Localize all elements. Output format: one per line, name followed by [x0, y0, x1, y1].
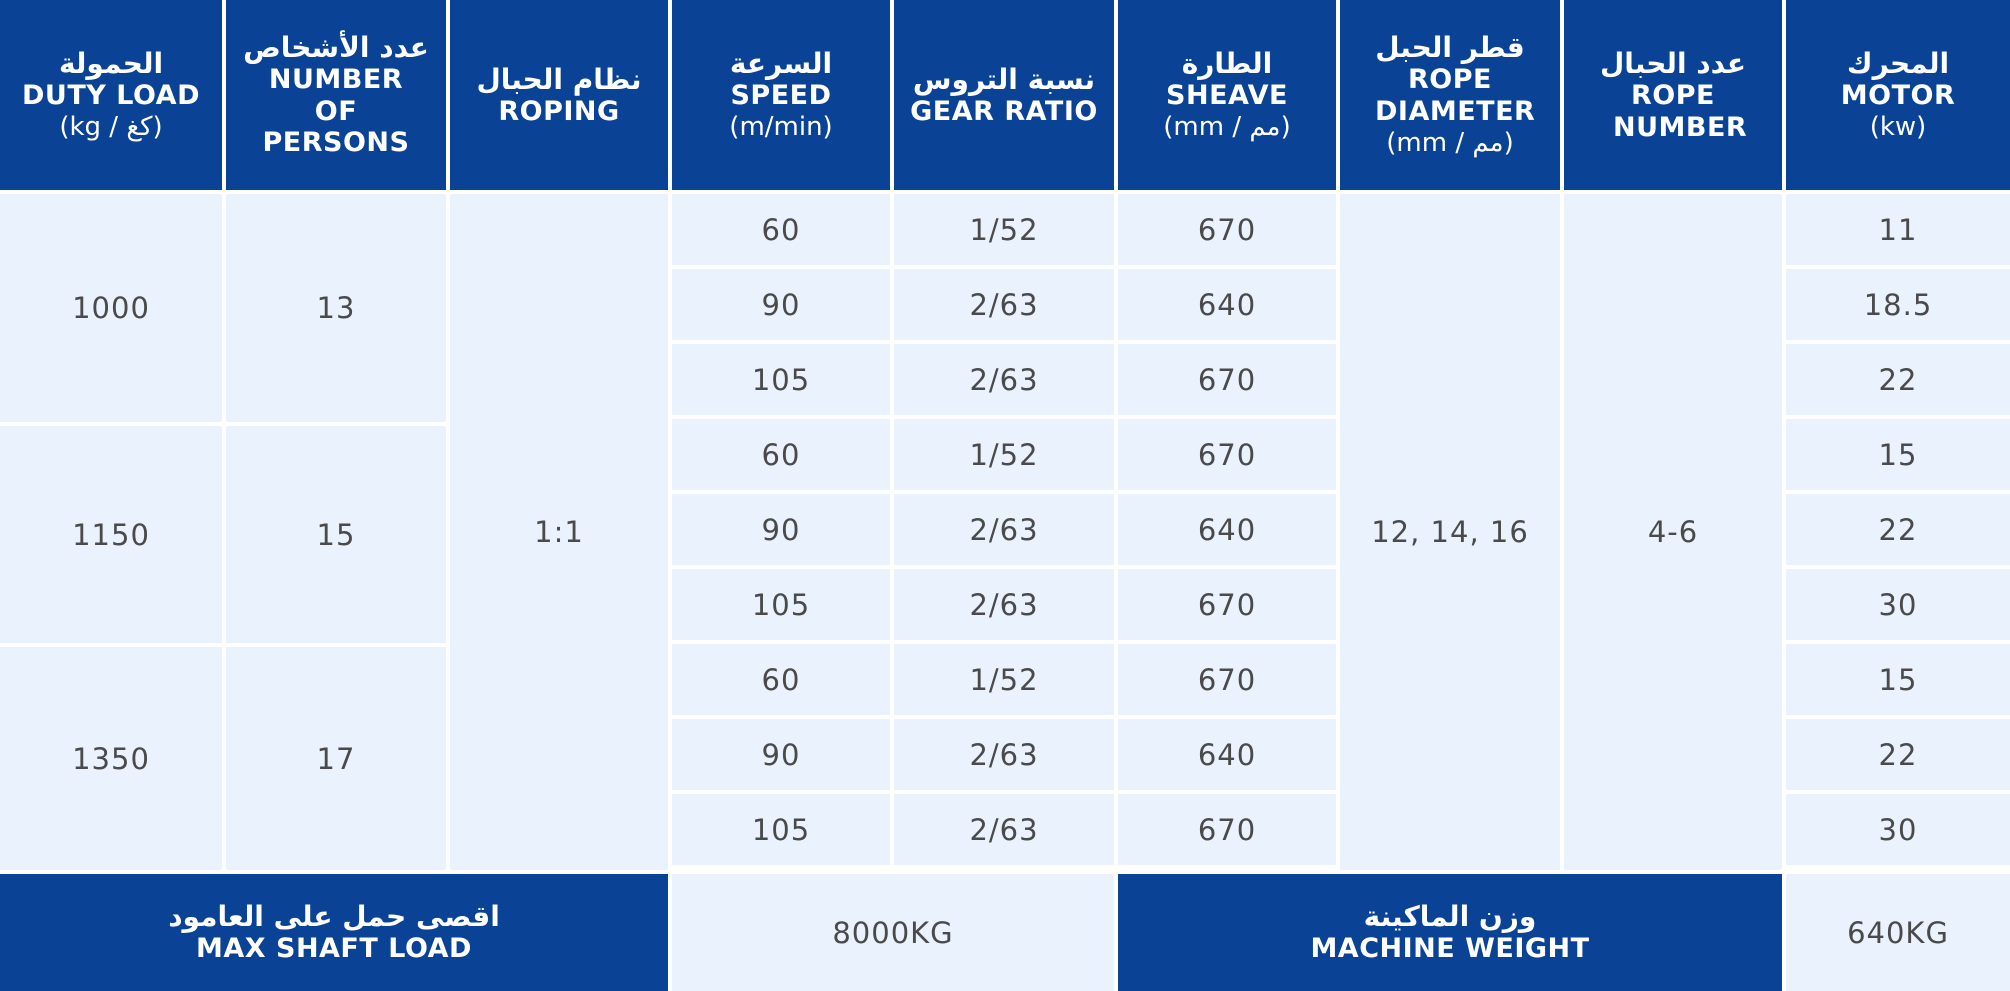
speed-cell: 60 [672, 194, 890, 265]
sheave-cell: 640 [1118, 494, 1336, 565]
motor-cell: 30 [1786, 569, 2010, 640]
header-unit: (mm / مم) [1163, 112, 1291, 143]
header-speed [672, 0, 890, 190]
header-ar: المحرك [1846, 47, 1950, 81]
speed-cell: 60 [672, 644, 890, 715]
machine-weight-label [1118, 874, 1782, 991]
header-ar: الطارة [1181, 47, 1273, 81]
gear-ratio-cell: 2/63 [894, 269, 1114, 340]
sheave-cell: 670 [1118, 194, 1336, 265]
header-en: GEAR RATIO [910, 95, 1098, 127]
duty-load-cell: 1000 [0, 194, 222, 422]
sheave-cell: 670 [1118, 344, 1336, 415]
motor-cell: 18.5 [1786, 269, 2010, 340]
duty-load-cell: 1350 [0, 647, 222, 870]
header-ar: نسبة التروس [912, 62, 1096, 96]
header-ar: نظام الحبال [476, 62, 642, 96]
motor-cell: 30 [1786, 794, 2010, 865]
persons-cell: 17 [226, 647, 446, 870]
duty-load-cell: 1150 [0, 426, 222, 643]
speed-cell: 60 [672, 419, 890, 490]
speed-cell: 90 [672, 494, 890, 565]
persons-cell: 13 [226, 194, 446, 422]
rope-number-cell: 4-6 [1564, 194, 1782, 870]
header-ar: الحمولة [58, 47, 164, 81]
motor-cell: 22 [1786, 719, 2010, 790]
max-shaft-load-label [0, 874, 668, 991]
sheave-cell: 670 [1118, 644, 1336, 715]
header-roping [450, 0, 668, 190]
machine-weight-value: 640KG [1786, 874, 2010, 991]
header-ar: عدد الأشخاص [243, 30, 429, 64]
header-en: ROPING [498, 95, 620, 127]
header-rope-diameter [1340, 0, 1560, 190]
motor-cell: 22 [1786, 494, 2010, 565]
sheave-cell: 670 [1118, 794, 1336, 865]
gear-ratio-cell: 1/52 [894, 194, 1114, 265]
header-unit: (kw) [1869, 112, 1927, 143]
header-ar: السرعة [729, 47, 833, 81]
header-ar: قطر الحبل [1375, 31, 1525, 65]
header-en: ROPE DIAMETER [1375, 64, 1536, 128]
header-sheave [1118, 0, 1336, 190]
speed-cell: 105 [672, 344, 890, 415]
gear-ratio-cell: 2/63 [894, 344, 1114, 415]
gear-ratio-cell: 2/63 [894, 719, 1114, 790]
machine-weight-ar: وزن الماكينة [1363, 900, 1537, 934]
header-unit: (mm / مم) [1386, 128, 1514, 159]
speed-cell: 105 [672, 569, 890, 640]
motor-cell: 15 [1786, 644, 2010, 715]
max-shaft-load-en: MAX SHAFT LOAD [196, 933, 472, 965]
header-en: MOTOR [1840, 80, 1956, 112]
header-en: ROPE NUMBER [1613, 79, 1748, 143]
motor-cell: 11 [1786, 194, 2010, 265]
machine-weight-en: MACHINE WEIGHT [1310, 933, 1590, 965]
header-en: DUTY LOAD [22, 80, 200, 112]
speed-cell: 90 [672, 719, 890, 790]
gear-ratio-cell: 1/52 [894, 419, 1114, 490]
speed-cell: 105 [672, 794, 890, 865]
motor-cell: 15 [1786, 419, 2010, 490]
sheave-cell: 640 [1118, 269, 1336, 340]
header-gear-ratio [894, 0, 1114, 190]
header-motor [1786, 0, 2010, 190]
gear-ratio-cell: 2/63 [894, 569, 1114, 640]
header-number-of-persons [226, 0, 446, 190]
sheave-cell: 640 [1118, 719, 1336, 790]
speed-cell: 90 [672, 269, 890, 340]
header-en: SHEAVE [1166, 80, 1288, 112]
rope-diameter-cell: 12, 14, 16 [1340, 194, 1560, 870]
header-duty-load [0, 0, 222, 190]
gear-ratio-cell: 2/63 [894, 494, 1114, 565]
sheave-cell: 670 [1118, 419, 1336, 490]
header-rope-number [1564, 0, 1782, 190]
header-ar: عدد الحبال [1600, 46, 1746, 80]
header-unit: (kg / كغ) [59, 112, 163, 143]
header-en: NUMBER OF PERSONS [262, 63, 410, 159]
sheave-cell: 670 [1118, 569, 1336, 640]
persons-cell: 15 [226, 426, 446, 643]
gear-ratio-cell: 1/52 [894, 644, 1114, 715]
max-shaft-load-ar: اقصى حمل على العامود [168, 900, 500, 934]
header-unit: (m/min) [729, 112, 833, 143]
gear-ratio-cell: 2/63 [894, 794, 1114, 865]
max-shaft-load-value: 8000KG [672, 874, 1114, 991]
roping-cell: 1:1 [450, 194, 668, 870]
header-en: SPEED [730, 80, 832, 112]
motor-cell: 22 [1786, 344, 2010, 415]
